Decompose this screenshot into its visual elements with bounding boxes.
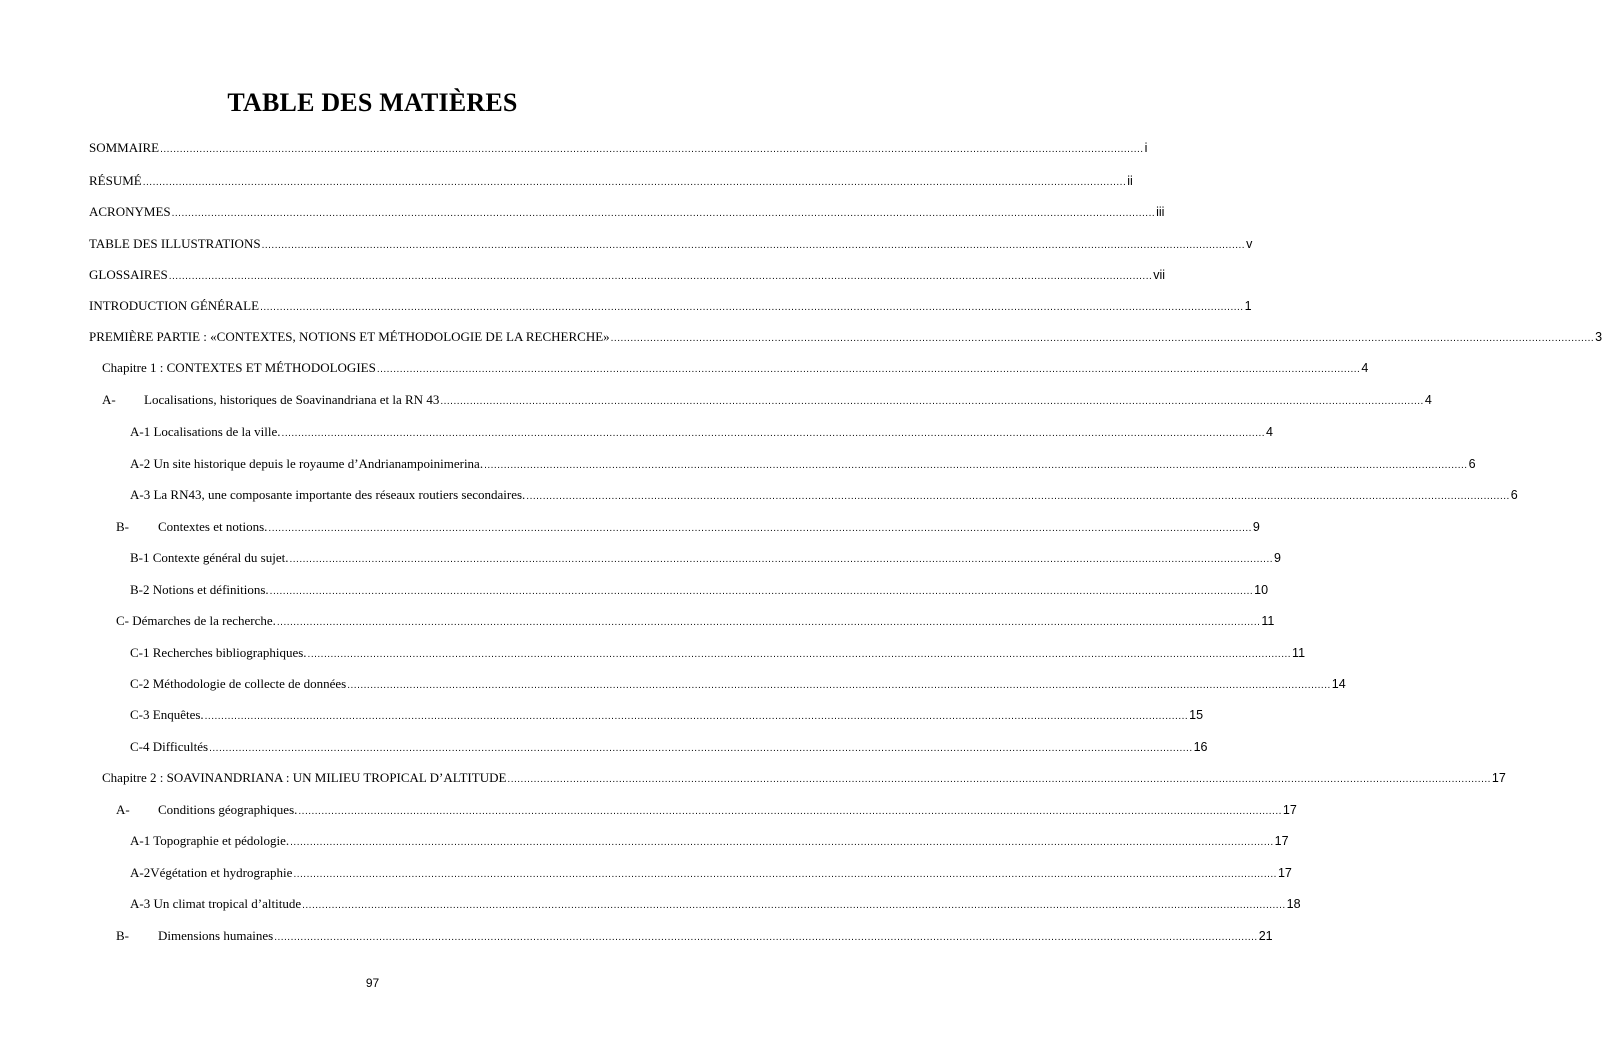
toc-entry-label <box>89 235 261 253</box>
toc-entry-page-number: 21 <box>1258 929 1273 943</box>
toc-entry-page-number: 9 <box>1274 551 1281 565</box>
toc-entry[interactable] <box>130 455 1476 473</box>
toc-entry-text: Dimensions humaines <box>158 928 274 943</box>
dot-leader: ............................................................................................................................................................................................................................................................................................................ <box>204 711 1189 722</box>
toc-entry-label <box>116 801 297 819</box>
toc-entry-label <box>130 706 204 724</box>
toc-entry-page-number: 17 <box>1274 834 1289 848</box>
dot-leader: ............................................................................................................................................................................................................................................................................................................ <box>274 932 1258 943</box>
dot-leader: ............................................................................................................................................................................................................................................................................................................ <box>269 586 1254 597</box>
dot-leader: ............................................................................................................................................................................................................................................................................................................ <box>276 617 1261 628</box>
toc-entry-text: Conditions géographiques. <box>158 802 298 817</box>
dot-leader: ............................................................................................................................................................................................................................................................................................................ <box>307 649 1292 660</box>
dot-leader: ............................................................................................................................................................................................................................................................................................................ <box>507 774 1491 785</box>
toc-entry-text: A-2Végétation et hydrographie <box>130 865 293 880</box>
toc-entry-label <box>130 832 289 850</box>
toc-entry-text: B-1 Contexte général du sujet. <box>130 550 289 565</box>
toc-entry[interactable] <box>102 391 1432 409</box>
dot-leader: ............................................................................................................................................................................................................................................................................................................ <box>168 271 1153 282</box>
dot-leader: ............................................................................................................................................................................................................................................................................................................ <box>209 743 1193 754</box>
toc-entry[interactable] <box>130 864 1292 882</box>
toc-entry-page-number: 4 <box>1361 361 1369 375</box>
toc-entry[interactable] <box>102 359 1369 377</box>
toc-entry-text: Chapitre 1 : CONTEXTES ET MÉTHODOLOGIES <box>102 360 376 375</box>
toc-entry-prefix: B- <box>116 928 129 943</box>
toc-entry-text: RÉSUMÉ <box>89 173 142 188</box>
dot-leader: ............................................................................................................................................................................................................................................................................................................ <box>290 837 1274 848</box>
toc-entry-label <box>89 172 142 190</box>
toc-entry-label <box>130 549 289 567</box>
toc-entry-text: C-4 Difficultés <box>130 739 209 754</box>
toc-entry-text: A-1 Localisations de la ville. <box>130 424 281 439</box>
toc-entry[interactable] <box>89 328 1602 346</box>
toc-entry-page-number: 4 <box>1266 425 1273 439</box>
toc-entry-page-number: 6 <box>1510 488 1518 502</box>
toc-entry-label <box>130 486 525 504</box>
toc-entry-label <box>116 612 276 630</box>
toc-entry-page-number: v <box>1246 237 1253 251</box>
toc-entry-page-number: 3 <box>1595 330 1602 344</box>
dot-leader: ............................................................................................................................................................................................................................................................................................................ <box>289 554 1273 565</box>
dot-leader: ............................................................................................................................................................................................................................................................................................................ <box>171 208 1156 219</box>
toc-entry[interactable] <box>89 297 1252 315</box>
toc-entry-page-number: 17 <box>1277 866 1292 880</box>
toc-entry-label <box>116 518 267 536</box>
dot-leader: ............................................................................................................................................................................................................................................................................................................ <box>347 680 1331 691</box>
toc-entry[interactable] <box>116 801 1297 819</box>
toc-entry-page-number: ii <box>1127 174 1133 188</box>
toc-entry[interactable] <box>130 706 1204 724</box>
toc-entry-text: Contextes et notions. <box>158 519 268 534</box>
toc-entry[interactable] <box>89 172 1133 190</box>
toc-entry-text: Chapitre 2 : SOAVINANDRIANA : UN MILIEU TROPICAL D’ALTITUDE <box>102 770 507 785</box>
toc-entry-text: TABLE DES ILLUSTRATIONS <box>89 236 261 251</box>
toc-entry-page-number: 11 <box>1261 614 1275 628</box>
toc-entry-page-number: 10 <box>1254 583 1269 597</box>
toc-entry-text: C-3 Enquêtes. <box>130 707 204 722</box>
toc-entry-page-number: vii <box>1153 268 1166 282</box>
toc-entry-text: PREMIÈRE PARTIE : «CONTEXTES, NOTIONS ET MÉTHODOLOGIE DE LA RECHERCHE» <box>89 329 610 344</box>
toc-entry-label <box>102 391 439 409</box>
dot-leader: ............................................................................................................................................................................................................................................................................................................ <box>281 428 1266 439</box>
dot-leader: ............................................................................................................................................................................................................................................................................................................ <box>376 364 1361 375</box>
dot-leader: ............................................................................................................................................................................................................................................................................................................ <box>526 491 1510 502</box>
toc-entry-label <box>130 581 269 599</box>
toc-entry-label <box>102 769 506 787</box>
dot-leader: ............................................................................................................................................................................................................................................................................................................ <box>261 240 1246 251</box>
toc-entry[interactable] <box>116 927 1273 945</box>
toc-entry[interactable] <box>102 769 1506 787</box>
toc-entry-page-number: 1 <box>1244 299 1252 313</box>
toc-entry[interactable] <box>89 139 1148 157</box>
toc-entry-label <box>130 738 208 756</box>
toc-entry[interactable] <box>89 203 1165 221</box>
toc-entry-text: INTRODUCTION GÉNÉRALE <box>89 298 260 313</box>
dot-leader: ............................................................................................................................................................................................................................................................................................................ <box>302 900 1286 911</box>
toc-entry-page-number: i <box>1144 141 1148 155</box>
dot-leader: ............................................................................................................................................................................................................................................................................................................ <box>298 806 1282 817</box>
toc-entry-text: C- Démarches de la recherche. <box>116 613 276 628</box>
toc-entry-prefix: A- <box>116 802 130 817</box>
toc-entry-label <box>102 359 376 377</box>
toc-entry-label <box>130 675 346 693</box>
toc-entry-label <box>130 423 281 441</box>
toc-entry-text: Localisations, historiques de Soavinandriana et la RN 43 <box>144 392 440 407</box>
toc-entry-page-number: 14 <box>1331 677 1346 691</box>
toc-entry-page-number: 15 <box>1189 708 1204 722</box>
toc-entry-page-number: 9 <box>1252 520 1260 534</box>
toc-entry-label <box>89 266 168 284</box>
toc-entry[interactable] <box>130 549 1281 567</box>
page-number: 97 <box>365 976 380 990</box>
toc-entry[interactable] <box>130 832 1289 850</box>
toc-entry-page-number: 6 <box>1468 457 1476 471</box>
toc-entry[interactable] <box>130 486 1518 504</box>
toc-entry-page-number: 16 <box>1193 740 1208 754</box>
toc-entry[interactable] <box>130 644 1306 662</box>
toc-entry-page-number: 4 <box>1424 393 1432 407</box>
toc-entry-text: SOMMAIRE <box>89 140 160 155</box>
toc-entry[interactable] <box>130 675 1346 693</box>
toc-entry-label <box>89 203 171 221</box>
toc-entry[interactable] <box>130 738 1208 756</box>
toc-entry-label <box>130 895 301 913</box>
toc-entry[interactable] <box>89 235 1253 253</box>
dot-leader: ............................................................................................................................................................................................................................................................................................................ <box>610 333 1595 344</box>
toc-entry-text: A-3 Un climat tropical d’altitude <box>130 896 302 911</box>
toc-entry-text: C-1 Recherches bibliographiques. <box>130 645 307 660</box>
toc-entry[interactable] <box>116 518 1260 536</box>
toc-entry-label <box>89 328 610 346</box>
dot-leader: ............................................................................................................................................................................................................................................................................................................ <box>160 144 1144 155</box>
toc-entry-prefix: A- <box>102 392 116 407</box>
toc-entry-text: A-2 Un site historique depuis le royaume d’Andrianampoinimerina. <box>130 456 484 471</box>
dot-leader: ............................................................................................................................................................................................................................................................................................................ <box>484 460 1468 471</box>
dot-leader: ............................................................................................................................................................................................................................................................................................................ <box>268 523 1252 534</box>
toc-entry-page-number: 18 <box>1286 897 1301 911</box>
toc-entry[interactable] <box>130 581 1269 599</box>
toc-entry-label <box>130 455 483 473</box>
dot-leader: ............................................................................................................................................................................................................................................................................................................ <box>260 302 1244 313</box>
dot-leader: ............................................................................................................................................................................................................................................................................................................ <box>440 396 1424 407</box>
toc-entry-label <box>130 864 292 882</box>
toc-entry-text: A-3 La RN43, une composante importante des réseaux routiers secondaires. <box>130 487 526 502</box>
toc-entry-label <box>89 297 259 315</box>
toc-entry[interactable] <box>130 423 1273 441</box>
toc-entry[interactable] <box>116 612 1275 630</box>
toc-entry-label <box>89 139 159 157</box>
toc-entry[interactable] <box>130 895 1301 913</box>
toc-entry[interactable] <box>89 266 1166 284</box>
dot-leader: ............................................................................................................................................................................................................................................................................................................ <box>293 869 1277 880</box>
toc-entry-page-number: 17 <box>1491 771 1506 785</box>
dot-leader: ............................................................................................................................................................................................................................................................................................................ <box>142 177 1127 188</box>
toc-entry-text: ACRONYMES <box>89 204 171 219</box>
toc-entry-label <box>116 927 273 945</box>
toc-entry-text: A-1 Topographie et pédologie. <box>130 833 290 848</box>
toc-entry-page-number: 17 <box>1282 803 1297 817</box>
toc-entry-label <box>130 644 307 662</box>
toc-entry-text: C-2 Méthodologie de collecte de données <box>130 676 347 691</box>
toc-entry-text: GLOSSAIRES <box>89 267 168 282</box>
toc-entry-text: B-2 Notions et définitions. <box>130 582 269 597</box>
toc-entry-prefix: B- <box>116 519 129 534</box>
toc-entry-page-number: 11 <box>1292 646 1306 660</box>
page-title: TABLE DES MATIÈRES <box>227 88 518 117</box>
toc-entry-page-number: iii <box>1156 205 1165 219</box>
